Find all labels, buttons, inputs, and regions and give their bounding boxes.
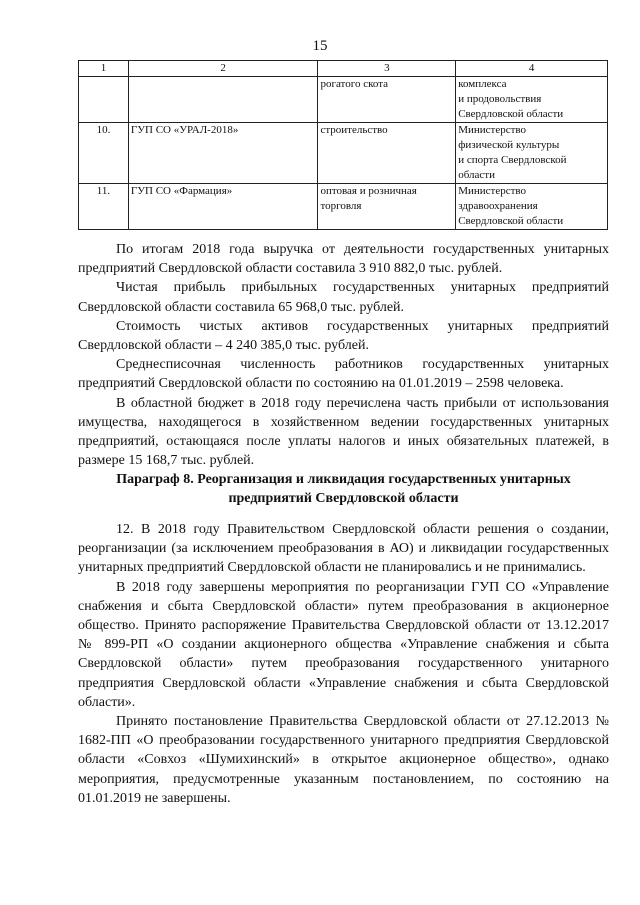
column-header: 1 — [79, 61, 129, 77]
reorganization-text — [78, 520, 609, 808]
paragraph-net-profit: Чистая прибыль прибыльных государственных унитарных предприятий Свердловской области составила 65 968,0 тыс. рублей. — [78, 280, 609, 315]
paragraph-item-12: 12. В 2018 году Правительством Свердловской области решения о создании, реорганизации (за исключением преобразования в АО) и ликвидации государственных унитарных предприятий Свердловской области не планировались и не принимались. — [78, 522, 609, 576]
column-header: 2 — [128, 61, 318, 77]
section-heading: Параграф 8. Реорганизация и ликвидация государственных унитарных предприятий Свердловской области — [116, 472, 571, 506]
activity-cell: оптовая и розничная торговля — [318, 184, 456, 230]
activity-cell: рогатого скота — [318, 77, 456, 123]
paragraph-resolution: Принято постановление Правительства Свердловской области от 27.12.2013 № 1682-ПП «О преобразовании государственного унитарного предприятия Свердловской области «Совхоз «Шумихинский» в открытое акционерное общество», однако мероприятия, предусмотренные указанным постановлением, по состоянию на 01.01.2019 не завершены. — [78, 714, 609, 806]
page-number: 15 — [312, 38, 328, 54]
row-number-cell — [79, 77, 129, 123]
paragraph-revenue: По итогам 2018 года выручка от деятельности государственных унитарных предприятий Свердловской области составила 3 910 882,0 тыс. рублей. — [78, 242, 609, 277]
table-row — [79, 184, 608, 230]
table-header-row — [79, 61, 608, 77]
ministry-cell: комплекса и продовольствия Свердловской области — [456, 77, 608, 123]
paragraph-budget-transfer: В областной бюджет в 2018 году перечислена часть прибыли от использования имущества, находящегося в хозяйственном ведении государственных унитарных предприятий, остающаяся после уплаты налогов и иных обязательных платежей, в размере 15 168,7 тыс. рублей. — [78, 395, 609, 469]
enterprise-name-cell: ГУП СО «Фармация» — [128, 184, 318, 230]
row-number-cell: 10. — [79, 123, 129, 184]
enterprise-name-cell: ГУП СО «УРАЛ-2018» — [128, 123, 318, 184]
ministry-cell: Министерство физической культуры и спорта Свердловской области — [456, 123, 608, 184]
enterprise-name-cell — [128, 77, 318, 123]
column-header: 3 — [318, 61, 456, 77]
activity-cell: строительство — [318, 123, 456, 184]
row-number-cell: 11. — [79, 184, 129, 230]
table-row — [79, 77, 608, 123]
paragraph-net-assets: Стоимость чистых активов государственных унитарных предприятий Свердловской области – 4 240 385,0 тыс. рублей. — [78, 318, 609, 354]
enterprises-table — [78, 60, 608, 230]
financial-results-text — [78, 240, 609, 470]
ministry-cell: Министерство здравоохранения Свердловской области — [456, 184, 608, 230]
paragraph-headcount: Среднесписочная численность работников государственных унитарных предприятий Свердловской области по состоянию на 01.01.2019 – 2598 человека. — [78, 357, 609, 392]
column-header: 4 — [456, 61, 608, 77]
table-row — [79, 123, 608, 184]
paragraph-reorganization: В 2018 году завершены мероприятия по реорганизации ГУП СО «Управление снабжения и сбыта Свердловской области» путем преобразования в акционерное общество. Принято распоряжение Правительства Свердловской области от 13.12.2017 № 899-РП «О создании акционерного общества «Управление снабжения и сбыта Свердловской области» путем преобразования государственного унитарного предприятия Свердловской области «Управление снабжения и сбыта Свердловской области». — [78, 579, 609, 710]
